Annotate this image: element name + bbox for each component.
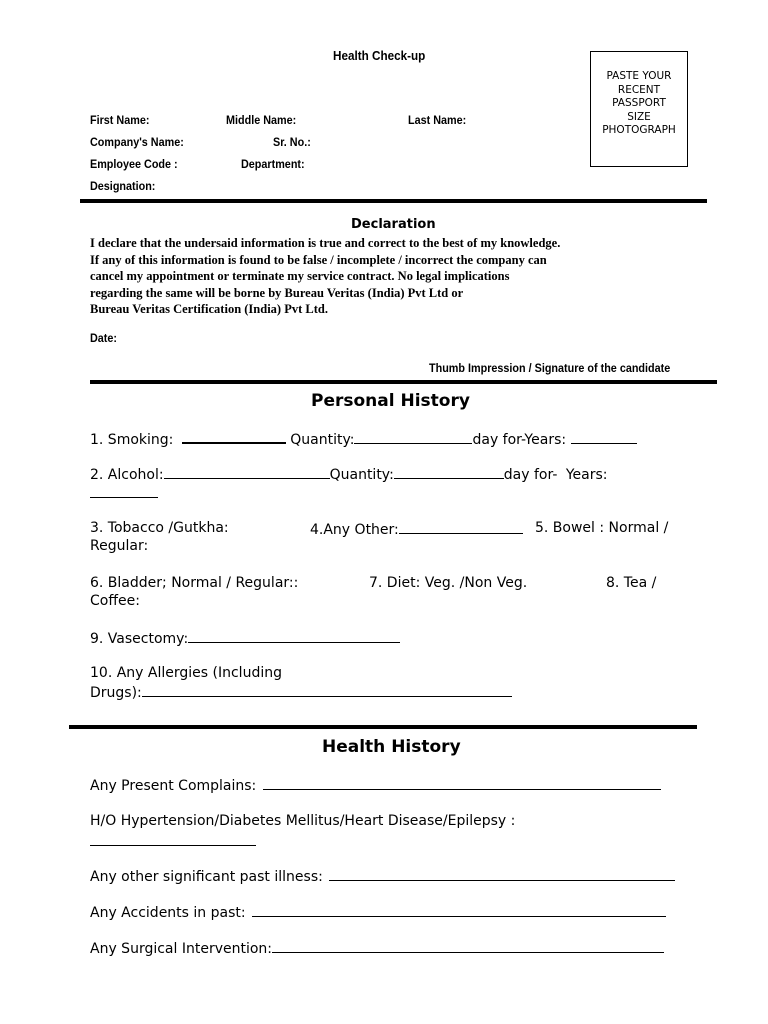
declaration-text <box>90 235 560 318</box>
present-complains-row <box>90 776 661 794</box>
alcohol-quantity-field[interactable] <box>394 465 504 479</box>
photo-text-line: PASTE YOUR <box>606 70 672 82</box>
middle-name-label: Middle Name: <box>226 113 297 127</box>
smoking-years-label: day for-Years: <box>472 432 567 448</box>
smoking-quantity-label: Quantity: <box>290 432 355 448</box>
company-name-label: Company's Name: <box>90 135 184 149</box>
personal-history-divider <box>69 725 697 729</box>
last-name-label: Last Name: <box>408 113 467 127</box>
alcohol-row <box>90 465 608 483</box>
alcohol-day-label: day for- <box>503 467 558 483</box>
header-divider <box>80 199 707 203</box>
personal-history-title: Personal History <box>311 391 470 411</box>
past-illness-row <box>90 867 675 885</box>
declaration-line: I declare that the undersaid information is true and correct to the best of my knowledge. <box>90 236 561 250</box>
department-label: Department: <box>241 157 305 171</box>
smoking-row <box>90 429 637 448</box>
past-illness-field[interactable] <box>329 867 675 881</box>
photo-text-line: SIZE <box>627 110 651 123</box>
tea-label-cont: Coffee: <box>90 593 140 609</box>
present-complains-field[interactable] <box>263 776 661 790</box>
smoking-field[interactable] <box>182 429 286 444</box>
accidents-row <box>90 903 666 921</box>
sr-no-label: Sr. No.: <box>273 135 311 149</box>
form-title: Health Check-up <box>333 48 426 63</box>
passport-photo-box <box>590 51 688 167</box>
declaration-line: cancel my appointment or terminate my service contract. No legal implications <box>90 269 510 283</box>
alcohol-label: 2. Alcohol: <box>90 467 164 483</box>
past-illness-label: Any other significant past illness: <box>90 869 323 885</box>
surgical-label: Any Surgical Intervention: <box>90 941 273 957</box>
signature-label: Thumb Impression / Signature of the candidate <box>429 361 671 375</box>
vasectomy-row <box>90 629 400 647</box>
alcohol-field[interactable] <box>164 465 330 479</box>
employee-code-label: Employee Code : <box>90 157 178 171</box>
allergies-row <box>90 683 512 701</box>
alcohol-quantity-label: Quantity: <box>329 467 394 483</box>
ho-conditions-label: H/O Hypertension/Diabetes Mellitus/Heart Disease/Epilepsy : <box>90 813 516 829</box>
photo-text-line: RECENT <box>617 83 661 96</box>
allergies-label: 10. Any Allergies (Including <box>90 665 282 681</box>
present-complains-label: Any Present Complains: <box>90 778 257 794</box>
smoking-quantity-field[interactable] <box>354 430 472 444</box>
health-history-title: Health History <box>322 737 461 757</box>
allergies-label-cont: Drugs): <box>90 685 142 701</box>
any-other-row <box>310 520 523 538</box>
vasectomy-field[interactable] <box>188 629 400 643</box>
declaration-line: If any of this information is found to be false / incomplete / incorrect the company can <box>90 252 547 267</box>
declaration-divider <box>90 380 717 384</box>
bladder-label: 6. Bladder; Normal / Regular:: <box>90 575 299 591</box>
declaration-line: Bureau Veritas Certification (India) Pvt Ltd. <box>90 302 328 316</box>
alcohol-years-row <box>90 484 158 502</box>
tea-label: 8. Tea / <box>606 575 657 591</box>
photo-text-line: PASSPORT <box>612 97 666 109</box>
any-other-label: 4.Any Other: <box>310 522 399 538</box>
accidents-label: Any Accidents in past: <box>90 905 246 921</box>
ho-conditions-row <box>90 832 256 850</box>
photo-instructions <box>591 70 687 138</box>
date-label: Date: <box>90 331 118 345</box>
alcohol-years-label: Years: <box>565 467 608 483</box>
tobacco-label: 3. Tobacco /Gutkha: <box>90 520 229 536</box>
diet-label: 7. Diet: Veg. /Non Veg. <box>369 575 528 591</box>
any-other-field[interactable] <box>399 520 523 534</box>
surgical-field[interactable] <box>272 939 664 953</box>
declaration-line: regarding the same will be borne by Bureau Veritas (India) Pvt Ltd or <box>90 285 464 300</box>
first-name-label: First Name: <box>90 113 150 127</box>
bowel-label-cont: Regular: <box>90 538 149 554</box>
allergies-field[interactable] <box>142 683 512 697</box>
smoking-label: 1. Smoking: <box>90 432 174 448</box>
alcohol-years-field[interactable] <box>90 484 158 498</box>
bowel-label: 5. Bowel : Normal / <box>535 520 669 536</box>
ho-conditions-field[interactable] <box>90 832 256 846</box>
designation-label: Designation: <box>90 179 156 193</box>
photo-text-line: PHOTOGRAPH <box>602 124 676 136</box>
accidents-field[interactable] <box>252 903 666 917</box>
surgical-row <box>90 939 664 957</box>
vasectomy-label: 9. Vasectomy: <box>90 631 189 647</box>
smoking-years-field[interactable] <box>571 430 637 444</box>
declaration-title: Declaration <box>351 217 436 232</box>
